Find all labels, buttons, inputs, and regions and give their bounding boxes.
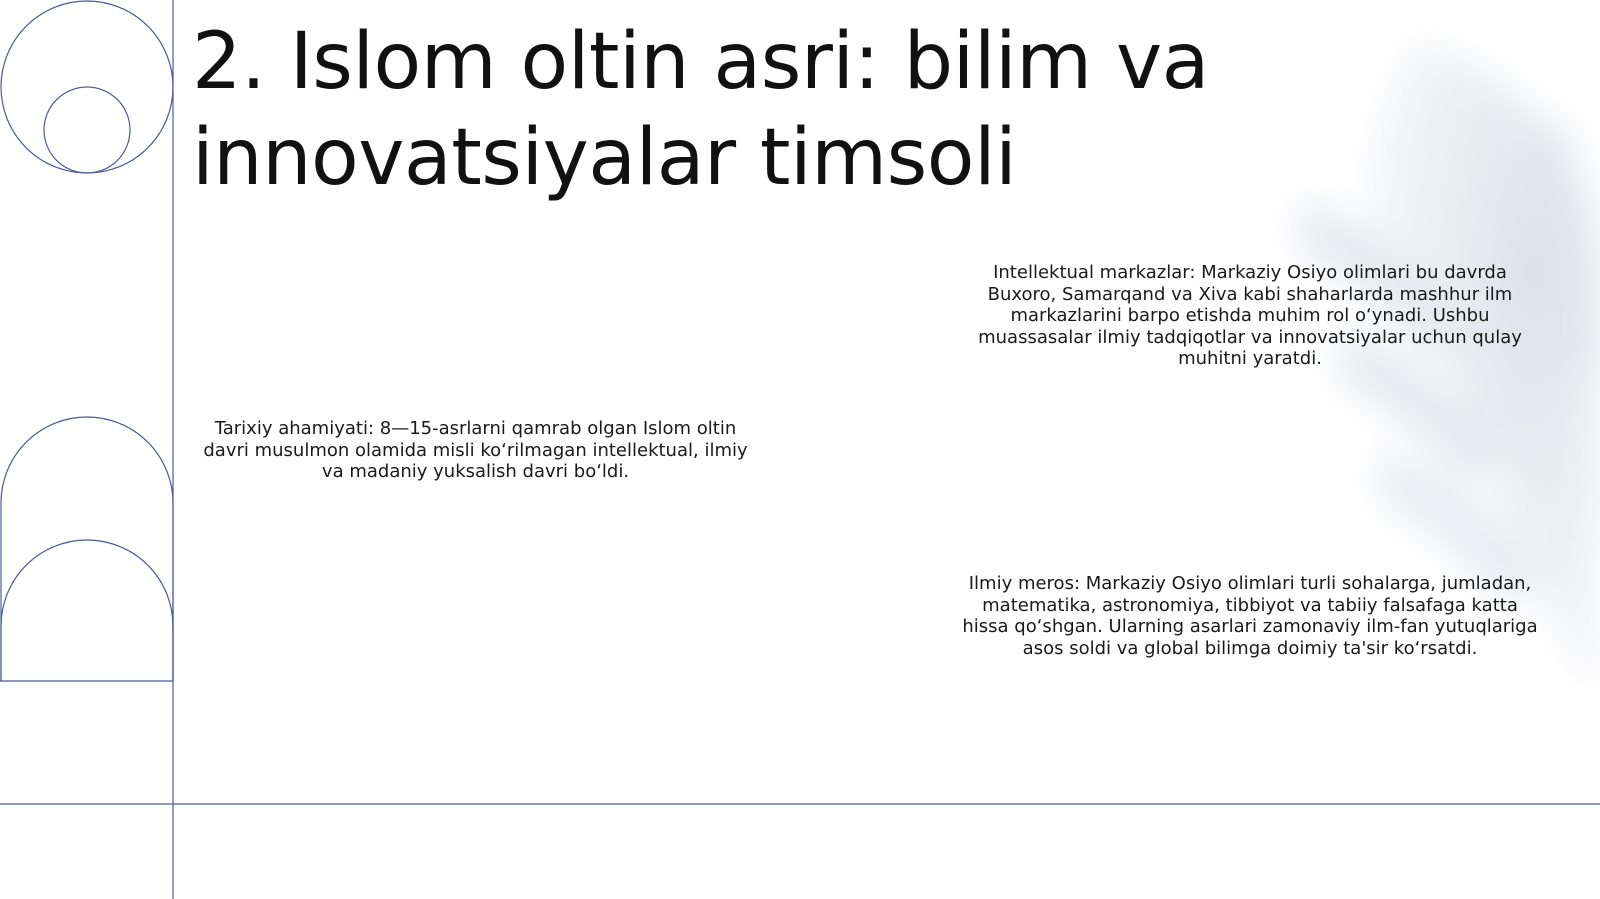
intellectual-centers-text: Intellektual markazlar: Markaziy Osiyo olimlari bu davrda Buxoro, Samarqand va Xiva kabi shaharlarda mashhur ilm markazlarini barpo etishda muhim rol o‘ynadi. Ushbu muassasalar ilmiy tadqiqotlar va innovatsiyalar uchun qulay muhitni yaratdi. xyxy=(978,262,1522,369)
slide-title: 2. Islom oltin asri: bilim va innovatsiyalar timsoli xyxy=(192,17,1209,203)
scientific-heritage-text: Ilmiy meros: Markaziy Osiyo olimlari turli sohalarga, jumladan, matematika, astronomiya, tibbiyot va tabiiy falsafaga katta hissa qo‘shgan. Ularning asarlari zamonaviy ilm-fan yutuqlariga asos soldi va global bilimga doimiy ta'sir ko‘rsatdi. xyxy=(962,573,1538,659)
historical-significance-text: Tarixiy ahamiyati: 8—15-asrlarni qamrab olgan Islom oltin davri musulmon olamida misli ko‘rilmagan intellektual, ilmiy va madaniy yuksalish davri bo‘ldi. xyxy=(203,418,748,482)
